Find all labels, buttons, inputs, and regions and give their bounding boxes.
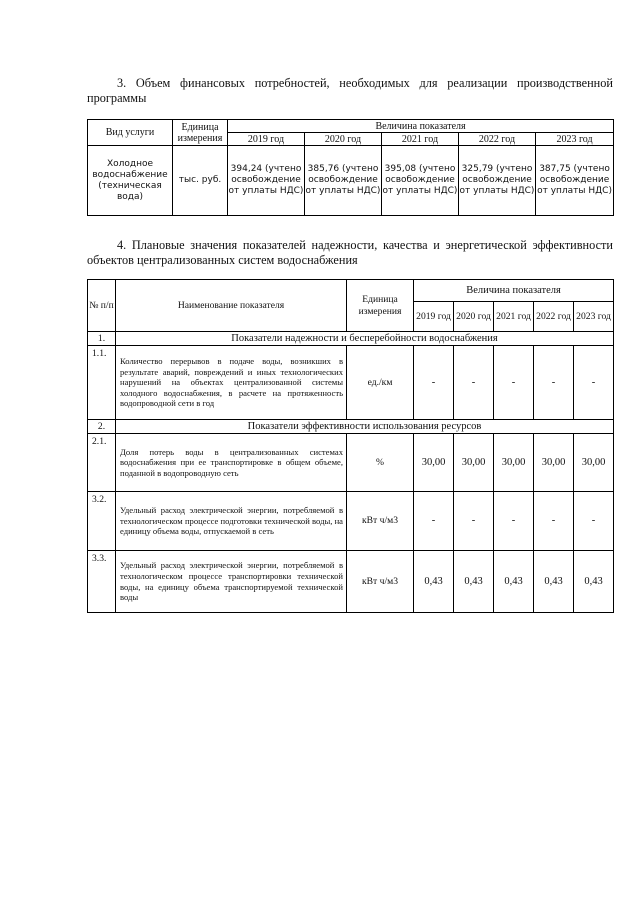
row-number: 2.1. [88,434,116,492]
year-header: 2021 год [494,302,534,332]
value-cell: 395,08 (учтено освобождение от уплаты НДС) [382,146,459,216]
value-cell: - [574,492,614,551]
value-cell: - [414,346,454,420]
table-row [88,146,614,216]
indicator-name: Количество перерывов в подаче воды, возникших в результате аварий, повреждений и иных технологических нарушений на объектах централизованной системы холодного водоснабжения, в расчете на протяженность водопроводной сети в год [116,346,347,420]
value-cell: - [454,492,494,551]
section-title: Показатели эффективности использования ресурсов [116,420,614,434]
value-cell: - [494,492,534,551]
table-row [88,434,614,492]
table-row [88,492,614,551]
value-cell: 0,43 [414,551,454,613]
value-cell: - [414,492,454,551]
unit-cell: % [347,434,414,492]
indicator-name: Удельный расход электрической энергии, потребляемой в технологическом процессе транспортировки технической воды, на единицу объема транспортируемой технической воды [116,551,347,613]
section-row [88,420,614,434]
section-number: 2. [88,420,116,434]
unit-cell: кВт ч/м3 [347,492,414,551]
section-title: Показатели надежности и бесперебойности водоснабжения [116,332,614,346]
value-cell: 387,75 (учтено освобождение от уплаты НДС) [536,146,614,216]
col-header-no: № п/п [88,280,116,332]
year-header: 2021 год [382,133,459,146]
value-cell: - [534,492,574,551]
value-cell: 0,43 [574,551,614,613]
value-cell: - [574,346,614,420]
section-row [88,332,614,346]
section-4-heading: 4. Плановые значения показателей надежности, качества и энергетической эффективности объектов централизованных систем водоснабжения [87,238,613,267]
section-3-heading: 3. Объем финансовых потребностей, необходимых для реализации производственной программы [87,76,613,105]
year-header: 2022 год [459,133,536,146]
row-number: 1.1. [88,346,116,420]
financial-needs-table [87,119,614,216]
table-row [88,551,614,613]
value-cell: - [454,346,494,420]
value-cell: 30,00 [414,434,454,492]
unit-cell: ед./км [347,346,414,420]
value-cell: 30,00 [494,434,534,492]
service-cell: Холодное водоснабжение (техническая вода) [88,146,173,216]
col-header-value: Величина показателя [414,280,614,302]
indicator-name: Удельный расход электрической энергии, потребляемой в технологическом процессе подготовки технической воды, на единицу объема воды, отпускаемой в сеть [116,492,347,551]
value-cell: 325,79 (учтено освобождение от уплаты НДС) [459,146,536,216]
unit-cell: тыс. руб. [173,146,228,216]
year-header: 2023 год [536,133,614,146]
year-header: 2019 год [414,302,454,332]
value-cell: 0,43 [454,551,494,613]
year-header: 2020 год [305,133,382,146]
row-number: 3.3. [88,551,116,613]
indicator-name: Доля потерь воды в централизованных системах водоснабжения при ее транспортировке в общем объеме, поданной в водопроводную сеть [116,434,347,492]
value-cell: 30,00 [454,434,494,492]
reliability-indicators-table [87,279,614,613]
value-cell: 0,43 [534,551,574,613]
col-header-value: Величина показателя [228,120,614,133]
value-cell: 30,00 [574,434,614,492]
row-number: 3.2. [88,492,116,551]
value-cell: - [534,346,574,420]
col-header-service: Вид услуги [88,120,173,146]
col-header-unit: Единица измерения [347,280,414,332]
section-number: 1. [88,332,116,346]
value-cell: 0,43 [494,551,534,613]
year-header: 2020 год [454,302,494,332]
year-header: 2019 год [228,133,305,146]
col-header-unit: Единица измерения [173,120,228,146]
col-header-name: Наименование показателя [116,280,347,332]
value-cell: 394,24 (учтено освобождение от уплаты НДС) [228,146,305,216]
year-header: 2022 год [534,302,574,332]
unit-cell: кВт ч/м3 [347,551,414,613]
year-header: 2023 год [574,302,614,332]
value-cell: - [494,346,534,420]
value-cell: 30,00 [534,434,574,492]
value-cell: 385,76 (учтено освобождение от уплаты НДС) [305,146,382,216]
table-row [88,346,614,420]
